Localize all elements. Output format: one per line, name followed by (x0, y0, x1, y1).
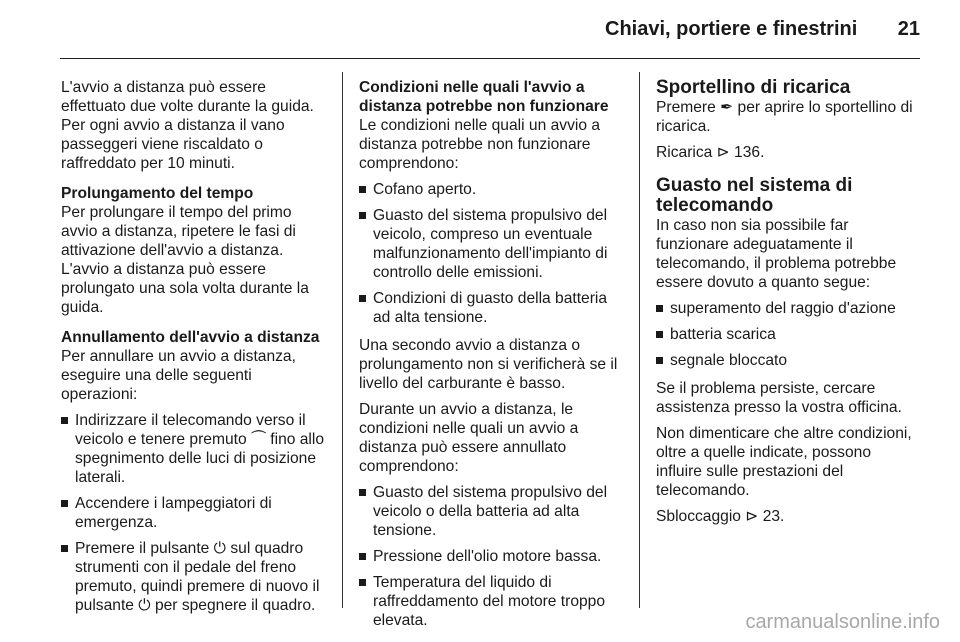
paragraph: Per annullare un avvio a distanza, eseguire una delle seguenti operazioni: (61, 348, 296, 403)
list-item: Temperatura del liquido di raffreddamento del motore troppo elevata. (359, 573, 621, 630)
paragraph: Sbloccaggio ⊳ 23. (656, 508, 785, 525)
paragraph: Se il problema persiste, cercare assistenza presso la vostra officina. (656, 380, 902, 416)
column-1 (61, 78, 325, 624)
list-item: Pressione dell'olio motore bassa. (359, 547, 621, 566)
list-item: Premere il pulsante ⏻ sul quadro strumenti con il pedale del freno premuto, quindi premere di nuovo il pulsante ⏻ per spegnere il quadro. (61, 539, 325, 615)
paragraph: L'avvio a distanza può essere effettuato due volte durante la guida. Per ogni avvio a distanza il vano passeggeri viene riscaldato o raffreddato per 10 minuti. (61, 79, 314, 172)
page-header (0, 18, 920, 41)
list-item: batteria scarica (656, 325, 920, 344)
list-item: Accendere i lampeggiatori di emergenza. (61, 494, 325, 532)
paragraph: Durante un avvio a distanza, le condizioni nelle quali un avvio a distanza può essere annullato comprendono: (359, 401, 579, 475)
paragraph: Non dimenticare che altre condizioni, oltre a quelle indicate, possono influire sulle prestazioni del telecomando. (656, 425, 912, 499)
paragraph: In caso non sia possibile far funzionare adeguatamente il telecomando, il problema potrebbe essere dovuto a quanto segue: (656, 217, 897, 291)
column-divider (342, 72, 343, 608)
section-heading: Annullamento dell'avvio a distanza (61, 329, 320, 346)
paragraph: Premere ✒ per aprire lo sportellino di ricarica. (656, 99, 913, 135)
section-heading: Guasto nel sistema di telecomando (656, 175, 853, 216)
paragraph: Per prolungare il tempo del primo avvio a distanza, ripetere le fasi di attivazione dell'avvio a distanza. L'avvio a distanza può essere prolungato una sola volta durante la guida. (61, 204, 309, 316)
bullet-list (656, 299, 920, 370)
bullet-list (359, 483, 621, 630)
column-3 (656, 78, 920, 537)
list-item: Guasto del sistema propulsivo del veicolo, compreso un eventuale malfunzionamento dell'impianto di controllo delle emissioni. (359, 206, 621, 282)
list-item: Cofano aperto. (359, 180, 621, 199)
column-divider (639, 72, 640, 608)
page-number: 21 (897, 18, 920, 40)
section-heading: Sportellino di ricarica (656, 77, 851, 98)
list-item: Condizioni di guasto della batteria ad alta tensione. (359, 289, 621, 327)
paragraph: Le condizioni nelle quali un avvio a distanza potrebbe non funzionare comprendono: (359, 117, 601, 172)
paragraph: Una secondo avvio a distanza o prolungamento non si verificherà se il livello del carburante è basso. (359, 337, 618, 392)
section-heading: Prolungamento del tempo (61, 185, 254, 202)
list-item: segnale bloccato (656, 351, 920, 370)
bullet-list (359, 180, 621, 327)
list-item: Guasto del sistema propulsivo del veicolo o della batteria ad alta tensione. (359, 483, 621, 540)
header-title: Chiavi, portiere e finestrini (605, 18, 858, 40)
bullet-list (61, 411, 325, 615)
column-2 (359, 78, 621, 639)
list-item: Indirizzare il telecomando verso il veicolo e tenere premuto ⏜ fino allo spegnimento delle luci di posizione laterali. (61, 411, 325, 487)
list-item: superamento del raggio d'azione (656, 299, 920, 318)
section-heading: Condizioni nelle quali l'avvio a distanza potrebbe non funzionare (359, 79, 609, 115)
paragraph: Ricarica ⊳ 136. (656, 144, 765, 161)
header-rule (60, 58, 920, 59)
watermark: carmanualsonline.info (745, 611, 940, 633)
